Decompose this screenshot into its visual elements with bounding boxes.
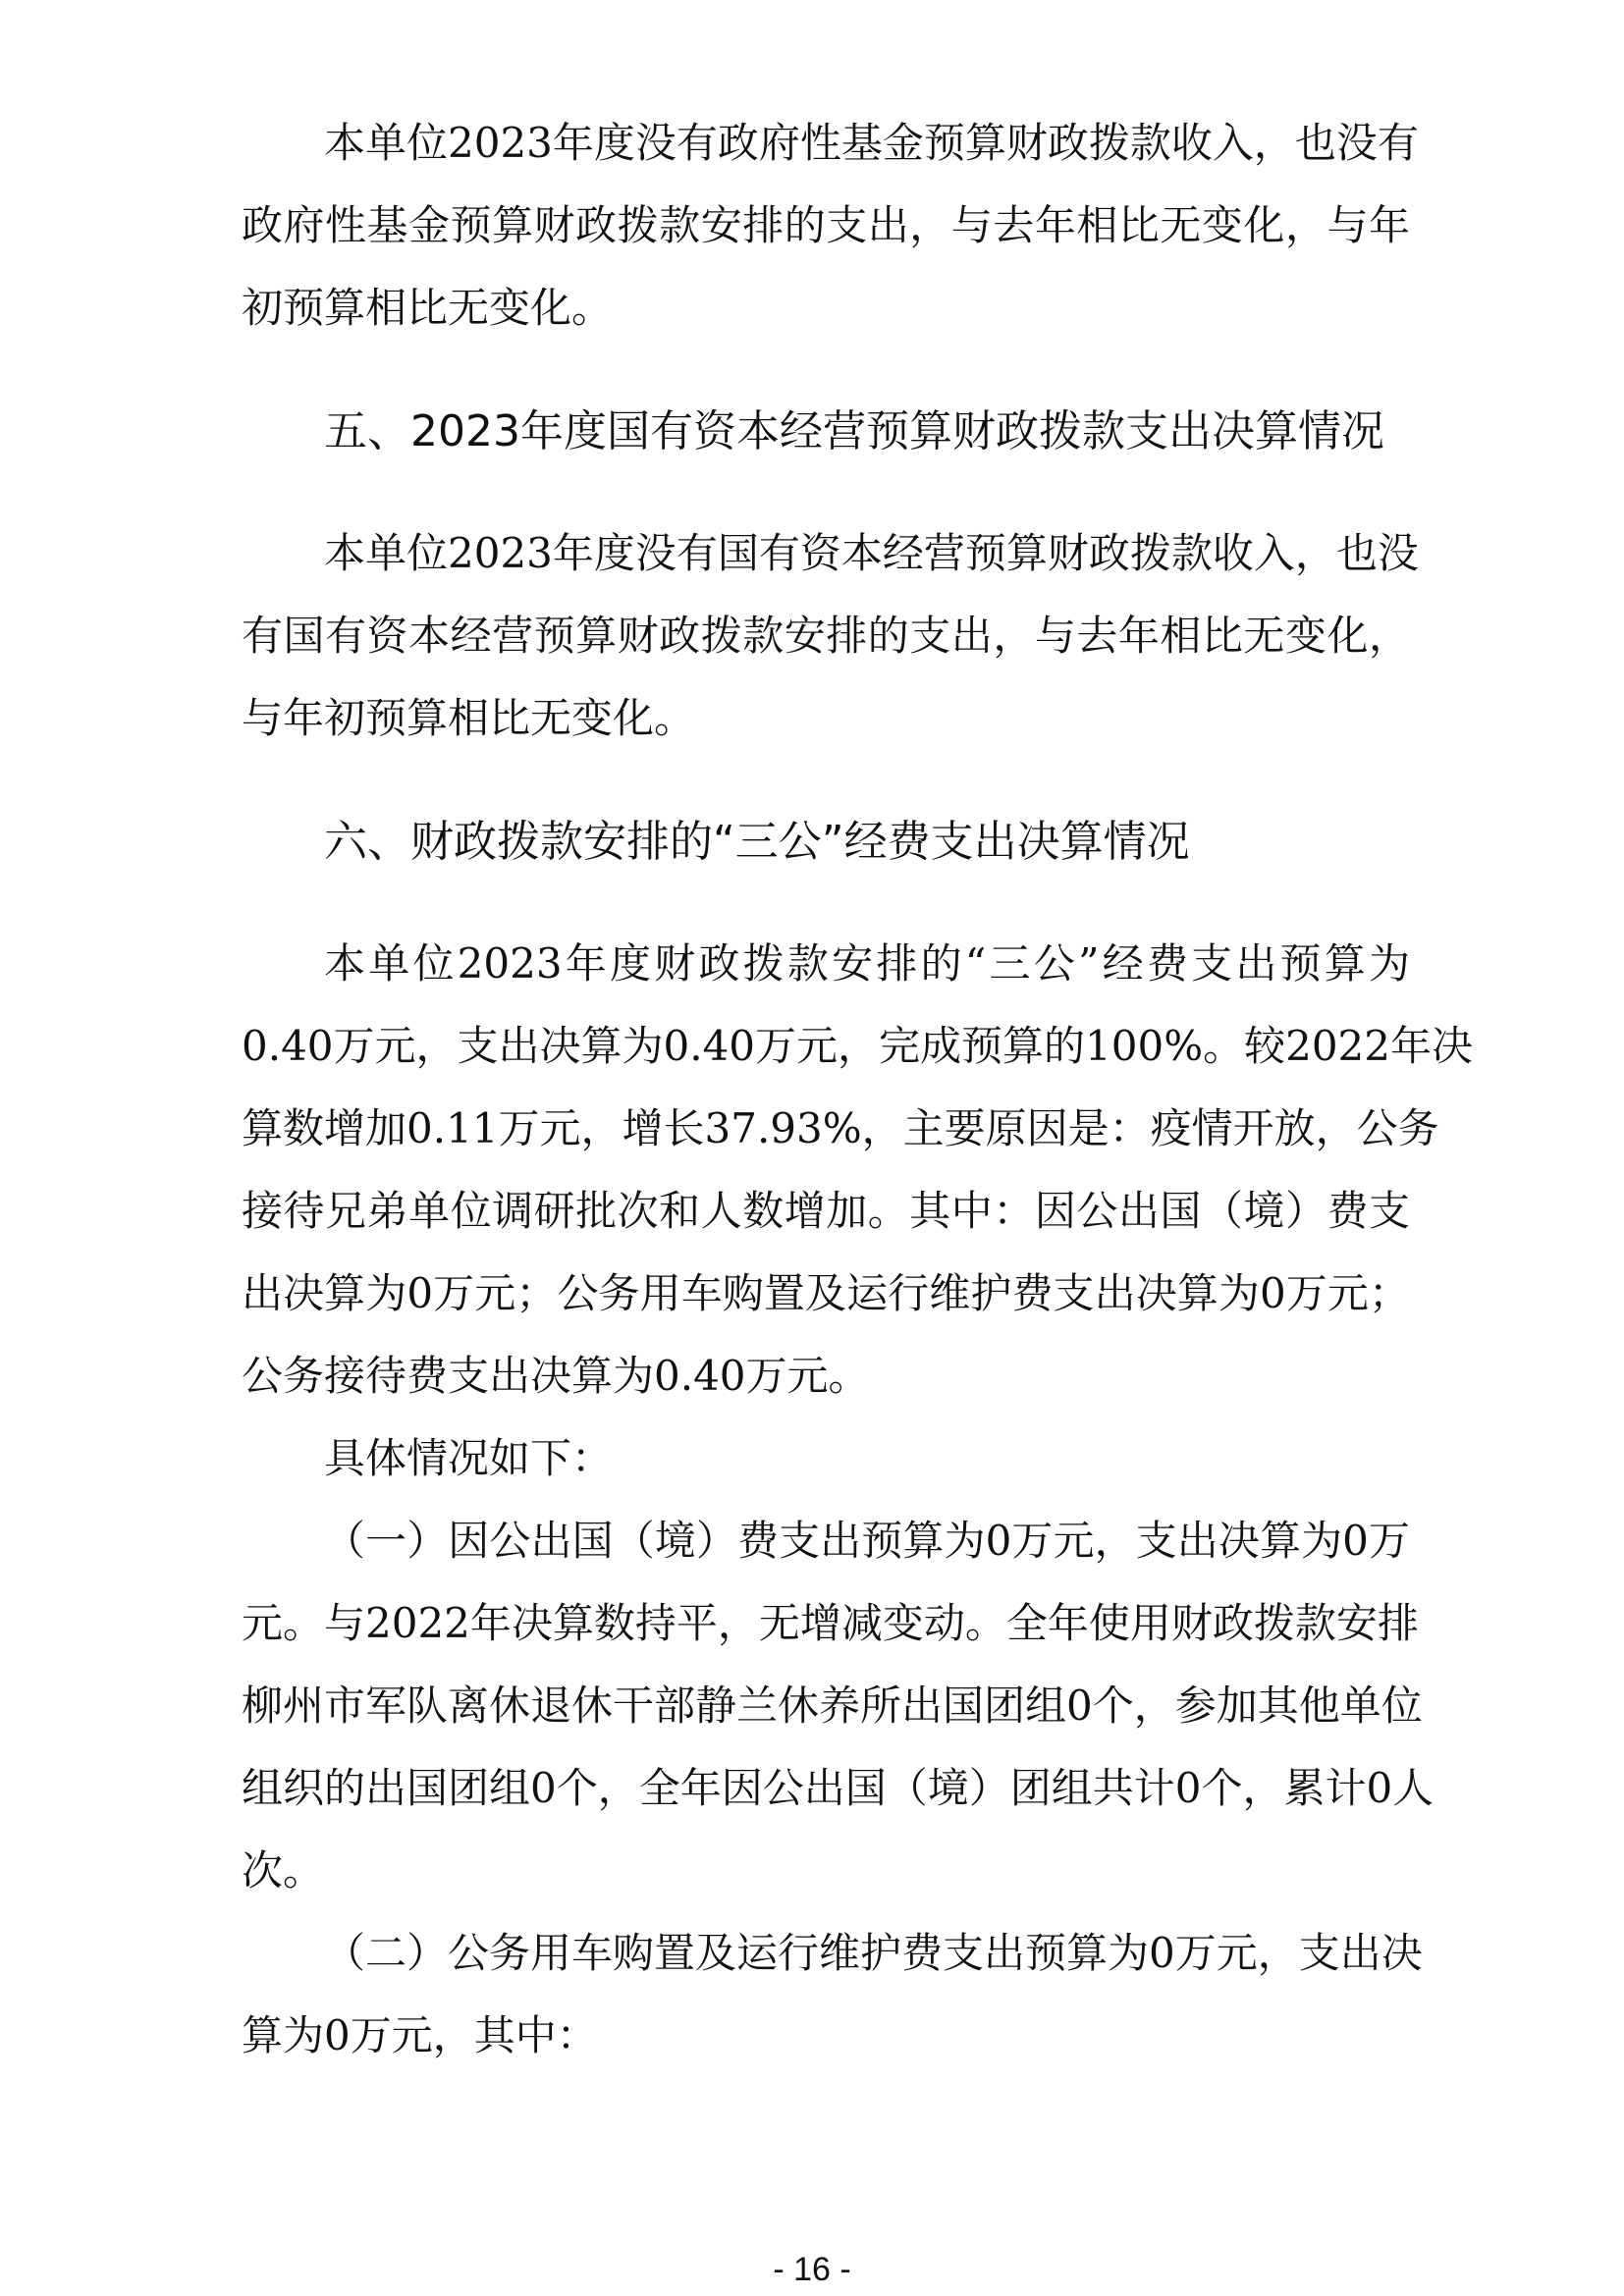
paragraph-line: 次。	[242, 1846, 325, 1895]
section-heading-5: 五、2023年度国有资本经营预算财政拨款支出决算情况	[324, 406, 1384, 456]
paragraph-line: 本单位2023年度没有国有资本经营预算财政拨款收入，也没	[324, 529, 1419, 577]
paragraph-line: 算为0万元，其中：	[242, 2011, 598, 2059]
paragraph-line: 与年初预算相比无变化。	[242, 694, 696, 742]
paragraph-line: 政府性基金预算财政拨款安排的支出，与去年相比无变化，与年	[242, 201, 1410, 249]
paragraph-line: 算数增加0.11万元，增长37.93%，主要原因是：疫情开放，公务	[242, 1104, 1439, 1152]
paragraph-line: 出决算为0万元；公务用车购置及运行维护费支出决算为0万元；	[242, 1269, 1410, 1317]
page-number: - 16 -	[773, 2251, 851, 2288]
paragraph-line: 本单位2023年度没有政府性基金预算财政拨款收入，也没有	[324, 119, 1419, 167]
paragraph-line: 元。与2022年决算数持平，无增减变动。全年使用财政拨款安排	[242, 1599, 1419, 1647]
details-intro: 具体情况如下：	[324, 1434, 614, 1482]
paragraph-line: 有国有资本经营预算财政拨款安排的支出，与去年相比无变化，	[242, 612, 1410, 660]
paragraph-line: 0.40万元，支出决算为0.40万元，完成预算的100%。较2022年决	[242, 1022, 1473, 1070]
paragraph-line: 柳州市军队离休退休干部静兰休养所出国团组0个，参加其他单位	[242, 1682, 1423, 1730]
paragraph-line: （一）因公出国（境）费支出预算为0万元，支出决算为0万	[324, 1517, 1410, 1565]
paragraph-line: 接待兄弟单位调研批次和人数增加。其中：因公出国（境）费支	[242, 1187, 1410, 1235]
paragraph-line: 公务接待费支出决算为0.40万元。	[242, 1352, 870, 1400]
section-heading-6: 六、财政拨款安排的“三公”经费支出决算情况	[324, 817, 1190, 867]
paragraph-line: 组织的出国团组0个，全年因公出国（境）团组共计0个，累计0人	[242, 1764, 1435, 1812]
paragraph-line: 本单位2023年度财政拨款安排的“三公”经费支出预算为	[324, 939, 1410, 988]
paragraph-line: （二）公务用车购置及运行维护费支出预算为0万元，支出决	[324, 1929, 1423, 1977]
paragraph-line: 初预算相比无变化。	[242, 284, 614, 332]
